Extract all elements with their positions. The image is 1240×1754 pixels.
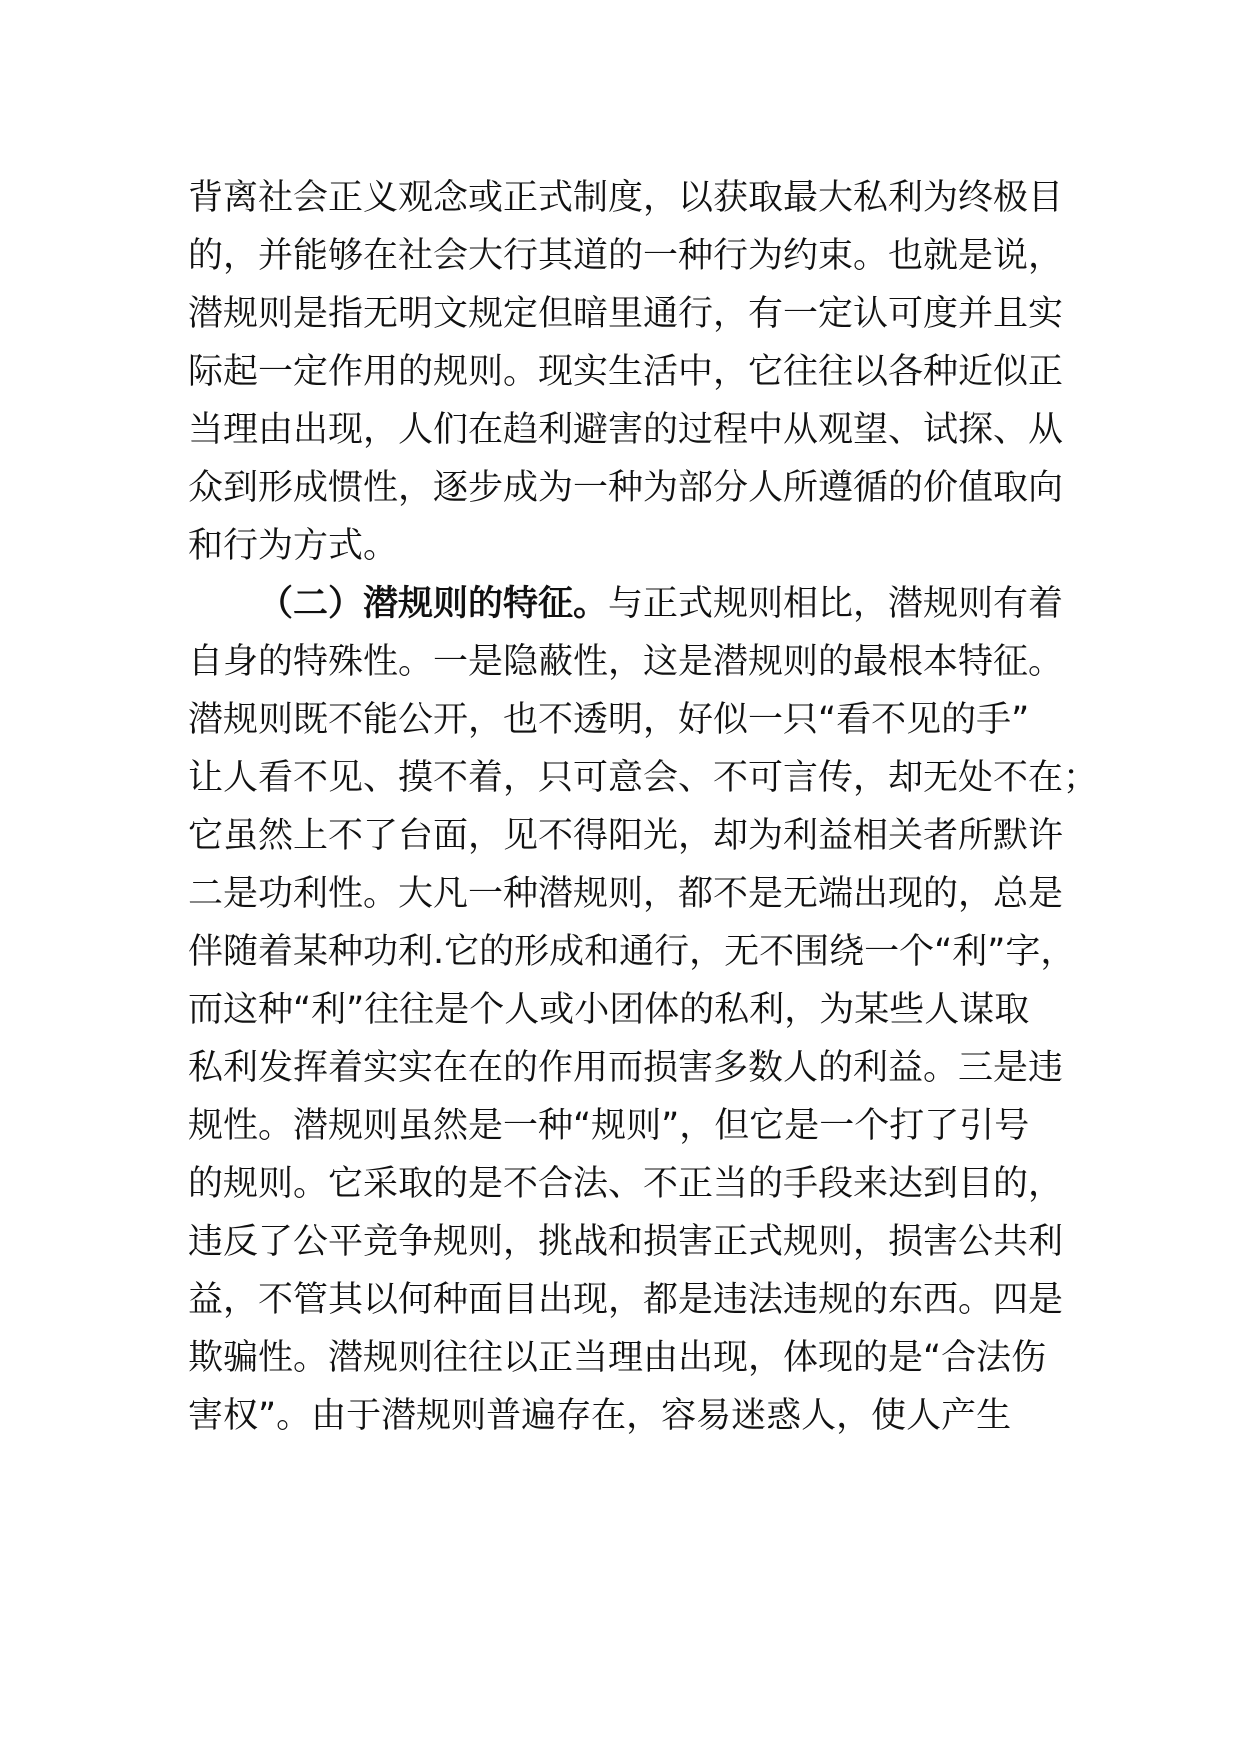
body-text-line: 背离社会正义观念或正式制度，以获取最大私利为终极目 xyxy=(188,178,1064,218)
body-text-line: 欺骗性。潜规则往往以正当理由出现，体现的是“合法伤 xyxy=(188,1338,1047,1378)
body-text-line: 违反了公平竞争规则，挑战和损害正式规则，损害公共利 xyxy=(188,1222,1064,1262)
body-text-line: 众到形成惯性，逐步成为一种为部分人所遵循的价值取向 xyxy=(188,468,1064,508)
body-text-line: 伴随着某种功利.它的形成和通行，无不围绕一个“利”字， xyxy=(188,932,1076,972)
body-text-line: 而这种“利”往往是个人或小团体的私利，为某些人谋取 xyxy=(188,990,1030,1030)
body-text-line: 自身的特殊性。一是隐蔽性，这是潜规则的最根本特征。 xyxy=(188,642,1064,682)
body-text-line: 际起一定作用的规则。现实生活中，它往往以各种近似正 xyxy=(188,352,1064,392)
body-text-line: 让人看不见、摸不着，只可意会、不可言传，却无处不在； xyxy=(188,758,1099,798)
body-text-line: 害权”。由于潜规则普遍存在，容易迷惑人，使人产生 xyxy=(188,1396,1012,1436)
section-heading-line xyxy=(258,584,1063,624)
body-text-line: 益，不管其以何种面目出现，都是违法违规的东西。四是 xyxy=(188,1280,1064,1320)
body-text-line: 私利发挥着实实在在的作用而损害多数人的利益。三是违 xyxy=(188,1048,1064,1088)
section-heading: （二）潜规则的特征。 xyxy=(258,584,609,624)
body-text-line: 规性。潜规则虽然是一种“规则”，但它是一个打了引号 xyxy=(188,1106,1030,1146)
body-text-line: 二是功利性。大凡一种潜规则，都不是无端出现的，总是 xyxy=(188,874,1064,914)
body-text-line: 和行为方式。 xyxy=(188,526,399,566)
section-heading-continuation: 与正式规则相比，潜规则有着 xyxy=(608,584,1064,624)
body-text-line: 潜规则既不能公开，也不透明，好似一只“看不见的手” xyxy=(188,700,1030,740)
body-text-line: 的，并能够在社会大行其道的一种行为约束。也就是说， xyxy=(188,236,1064,276)
body-text-line: 潜规则是指无明文规定但暗里通行，有一定认可度并且实 xyxy=(188,294,1064,334)
body-text-line: 当理由出现，人们在趋利避害的过程中从观望、试探、从 xyxy=(188,410,1064,450)
body-text-line: 的规则。它采取的是不合法、不正当的手段来达到目的， xyxy=(188,1164,1064,1204)
body-text-line: 它虽然上不了台面，见不得阳光，却为利益相关者所默许 xyxy=(188,816,1064,856)
